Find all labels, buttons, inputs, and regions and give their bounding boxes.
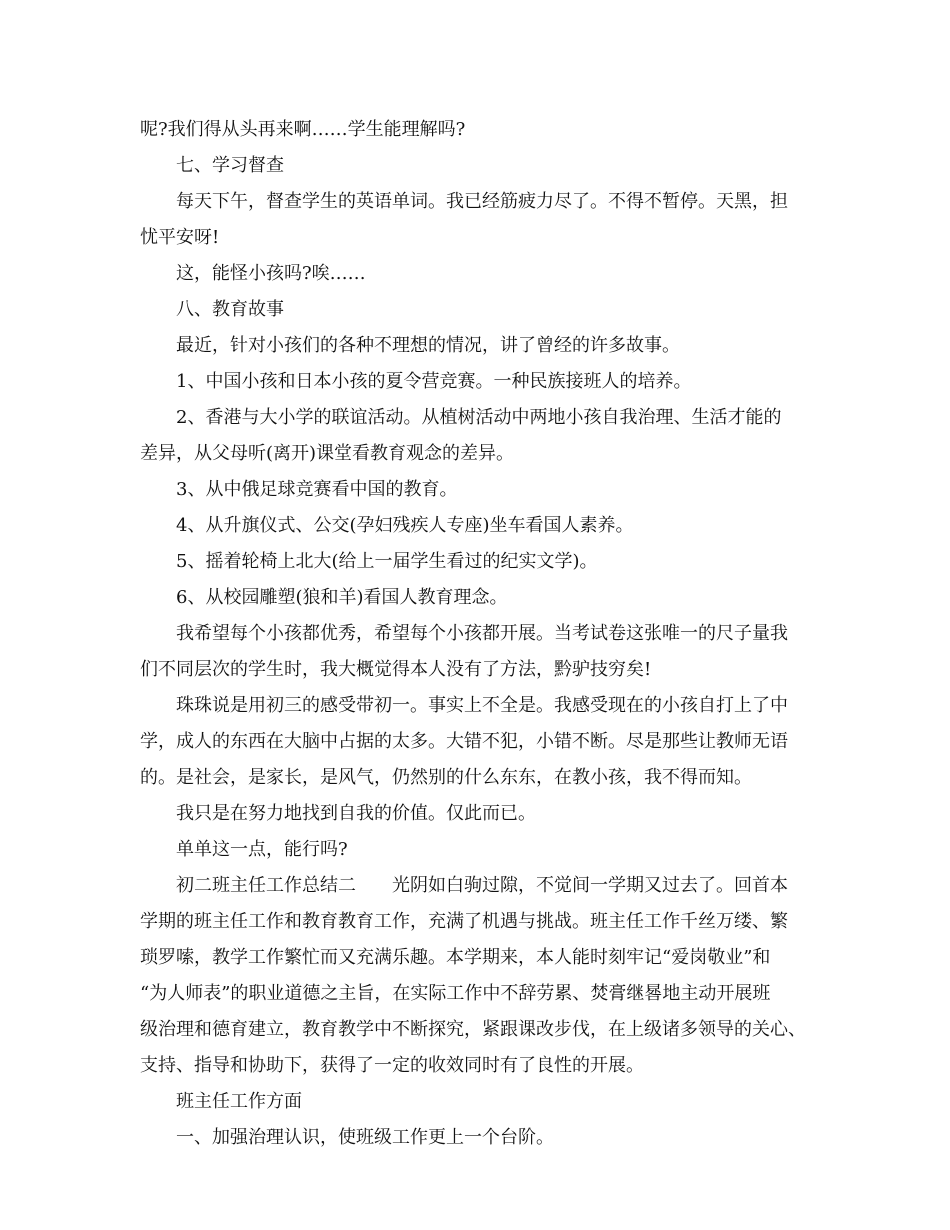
list-item: 1、中国小孩和日本小孩的夏令营竞赛。一种民族接班人的培养。 [176, 371, 692, 392]
section-heading: 七、学习督查 [176, 155, 284, 176]
text-line: 最近，针对小孩们的各种不理想的情况，讲了曾经的许多故事。 [176, 335, 680, 356]
text-line: 差异，从父母听(离开)课堂看教育观念的差异。 [140, 443, 515, 464]
text-line: “为人师表”的职业道德之主旨，在实际工作中不辞劳累、焚膏继晷地主动开展班 [140, 983, 771, 1004]
text-line: 支持、指导和协助下，获得了一定的收效同时有了良性的开展。 [140, 1055, 644, 1076]
list-item: 6、从校园雕塑(狼和羊)看国人教育理念。 [176, 587, 508, 608]
list-item: 3、从中俄足球竞赛看中国的教育。 [176, 479, 458, 500]
text-line: 学期的班主任工作和教育教育工作，充满了机遇与挑战。班主任工作千丝万缕、繁 [140, 911, 788, 932]
text-line: 每天下午，督查学生的英语单词。我已经筋疲力尽了。不得不暂停。天黑，担 [176, 191, 788, 212]
section-heading: 一、加强治理认识，使班级工作更上一个台阶。 [176, 1127, 554, 1148]
text-line: 琐罗嗦，教学工作繁忙而又充满乐趣。本学期来，本人能时刻牢记“爱岗敬业”和 [140, 947, 771, 968]
text-line: 呢?我们得从头再来啊……学生能理解吗? [140, 119, 466, 140]
text-line: 我只是在努力地找到自我的价值。仅此而已。 [176, 803, 536, 824]
section-heading: 八、教育故事 [176, 299, 284, 320]
text-line: 初二班主任工作总结二 光阴如白驹过隙，不觉间一学期又过去了。回首本 [176, 875, 788, 896]
text-line: 学，成人的东西在大脑中占据的太多。大错不犯，小错不断。尽是那些让教师无语 [140, 731, 788, 752]
text-line: 我希望每个小孩都优秀，希望每个小孩都开展。当考试卷这张唯一的尺子量我 [176, 623, 788, 644]
text-line: 级治理和德育建立，教育教学中不断探究，紧跟课改步伐，在上级诸多领导的关心、 [140, 1019, 806, 1040]
text-line: 珠珠说是用初三的感受带初一。事实上不全是。我感受现在的小孩自打上了中 [176, 695, 788, 716]
text-line: 单单这一点，能行吗? [176, 839, 348, 860]
document-body [140, 112, 812, 1156]
list-item: 4、从升旗仪式、公交(孕妇残疾人专座)坐车看国人素养。 [176, 515, 634, 536]
text-line: 们不同层次的学生时，我大概觉得本人没有了方法，黔驴技穷矣! [140, 659, 652, 680]
text-line: 的。是社会，是家长，是风气，仍然别的什么东东，在教小孩，我不得而知。 [140, 767, 752, 788]
text-line: 忧平安呀! [140, 227, 220, 248]
section-heading: 班主任工作方面 [176, 1091, 302, 1112]
text-line: 这，能怪小孩吗?唉…… [176, 263, 366, 284]
list-item: 5、摇着轮椅上北大(给上一届学生看过的纪实文学)。 [176, 551, 598, 572]
list-item: 2、香港与大小学的联谊活动。从植树活动中两地小孩自我治理、生活才能的 [176, 407, 782, 428]
